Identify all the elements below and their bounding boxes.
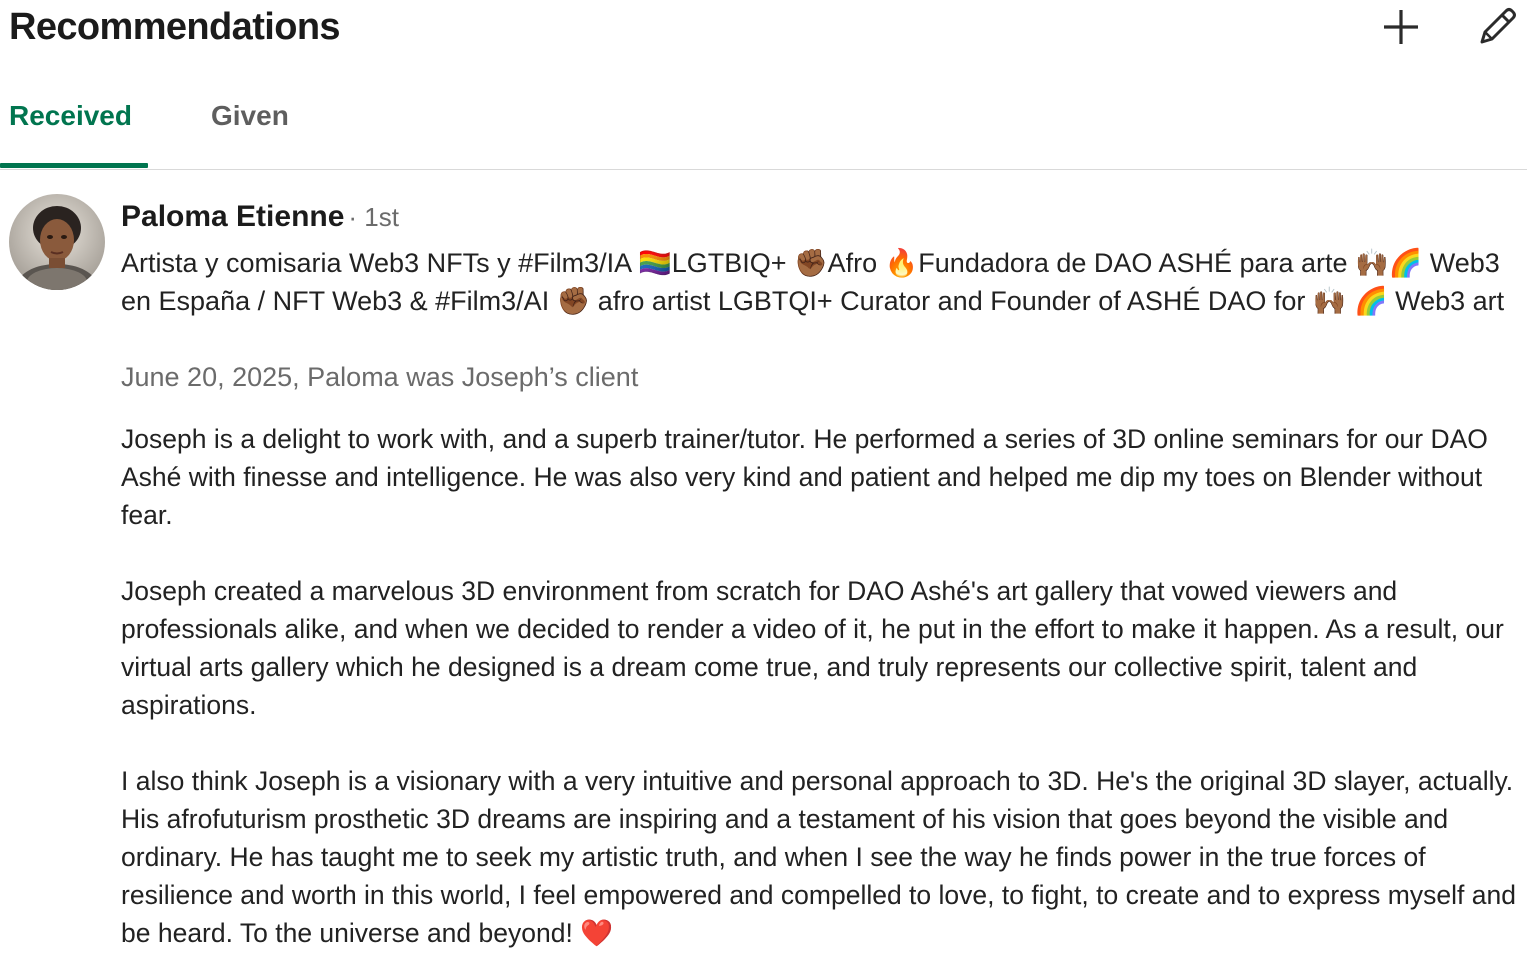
recommendation-meta: June 20, 2025, Paloma was Joseph’s client (121, 362, 639, 392)
active-tab-indicator (0, 163, 148, 168)
avatar-image (9, 194, 105, 290)
recommender-name[interactable]: Paloma Etienne (121, 200, 345, 233)
recommendation-item (0, 192, 1527, 971)
avatar[interactable] (9, 194, 105, 290)
recommender-headline: Artista y comisaria Web3 NFTs y #Film3/IA 🏳️‍🌈LGTBIQ+ ✊🏾Afro 🔥Fundadora de DAO ASHÉ para arte 🙌🏾🌈 Web3 en España / NFT Web3 & #Film3/AI ✊🏾 afro artist LGBTQI+ Curator and Founder of ASHÉ DAO for 🙌🏾 🌈 Web3 art (121, 248, 1505, 316)
recommender-line (121, 200, 399, 234)
tab-received[interactable]: Received (9, 100, 132, 131)
add-recommendation-button[interactable] (1378, 4, 1424, 50)
recommendation-paragraph: Joseph is a delight to work with, and a superb trainer/tutor. He performed a series of 3D online seminars for our DAO Ashé with finesse and intelligence. He was also very kind and patient and helped me dip my toes on Blender without fear. (121, 424, 1488, 530)
tab-given[interactable]: Given (211, 100, 289, 131)
connection-degree: · 1st (348, 202, 399, 232)
recommendation-paragraph: Joseph created a marvelous 3D environment from scratch for DAO Ashé's art gallery that vowed viewers and professionals alike, and when we decided to render a video of it, he put in the effort to make it happen. As a result, our virtual arts gallery which he designed is a dream come true, and truly represents our collective spirit, talent and aspirations. (121, 576, 1504, 720)
edit-recommendations-button[interactable] (1474, 4, 1520, 50)
pencil-icon (1476, 6, 1518, 48)
recommendation-paragraph: I also think Joseph is a visionary with a very intuitive and personal approach to 3D. He's the original 3D slayer, actually. His afrofuturism prosthetic 3D dreams are inspiring and a testament of his vision that goes beyond the visible and ordinary. He has taught me to seek my artistic truth, and when I see the way he finds power in the true forces of resilience and worth in this world, I feel empowered and compelled to love, to fight, to create and to express myself and be heard. To the universe and beyond! ❤️ (121, 766, 1516, 948)
section-title: Recommendations (9, 6, 340, 48)
section-header (0, 0, 1527, 58)
plus-icon (1381, 7, 1421, 47)
recommendation-text (121, 420, 1527, 971)
recommendation-tabs (0, 86, 1527, 170)
